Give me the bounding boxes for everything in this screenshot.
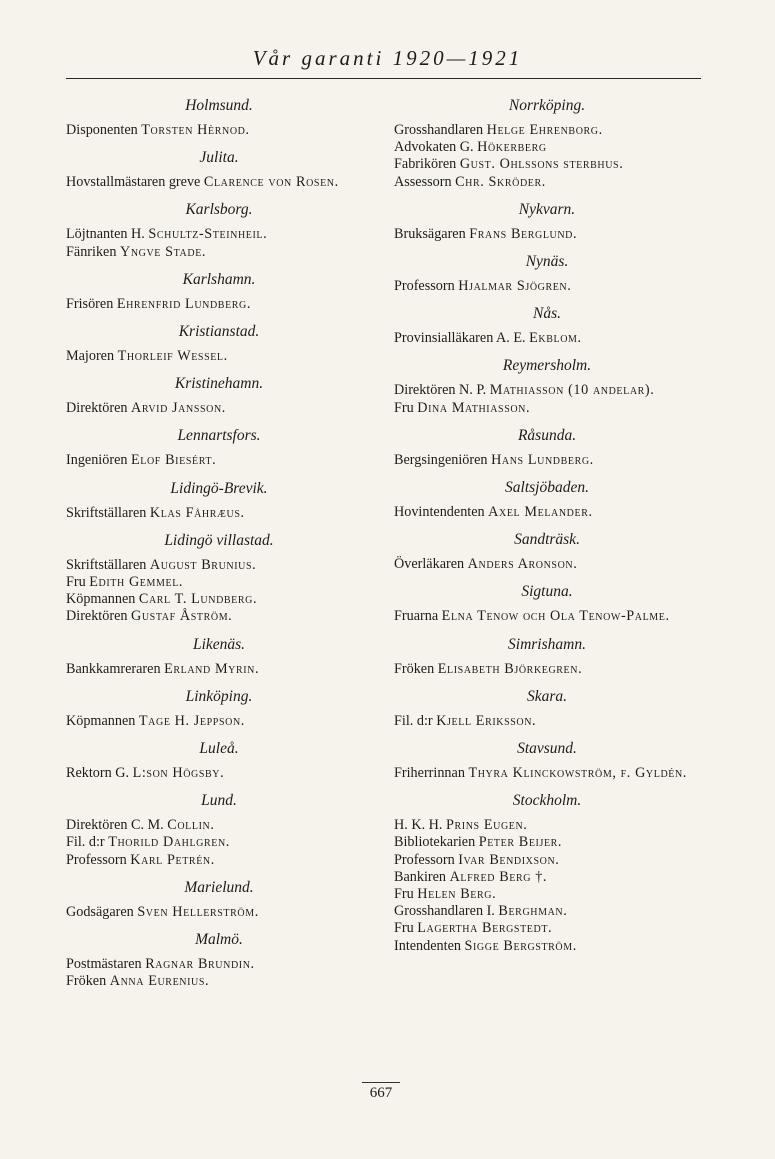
place-heading: Lennartsfors. [177,427,261,445]
list-entry [394,713,700,730]
entry-name: Peter Beijer. [478,834,563,851]
place-section [394,635,700,678]
entry-name: Collin. [167,817,215,834]
list-entry [394,452,700,469]
place-section [66,635,372,678]
entry-name: Clarence von Rosen. [203,174,339,191]
place-heading: Lidingö villastad. [164,531,274,549]
place-section [394,426,700,469]
entry-name: Elof Biesért. [131,452,217,469]
place-heading: Holmsund. [185,97,253,114]
place-heading: Kristinehamn. [174,375,264,393]
place-section [394,530,700,573]
list-entry [66,817,372,834]
place-section [394,791,700,955]
entry-name: Berghman. [498,903,568,920]
entry-name: Yngve Stade. [119,243,207,260]
list-entry [394,661,700,678]
entry-title: Skriftställaren [66,556,147,573]
entry-title: Köpmannen [66,712,136,729]
place-heading: Likenäs. [192,635,246,653]
entry-title: Bergsingeniören [394,451,488,468]
entry-name: Axel Melander. [488,504,593,521]
entry-title: Bruksägaren [394,225,466,242]
place-section [66,148,372,191]
entry-title: Fruarna [394,608,439,625]
place-section [394,96,700,191]
list-entry [66,226,372,243]
entry-title: Professorn [394,278,455,295]
place-heading: Sigtuna. [521,583,573,601]
list-entry [66,904,372,921]
place-section [66,739,372,782]
place-section [394,582,700,625]
entry-name: Dina Mathiasson. [417,399,531,416]
place-heading: Julita. [199,149,239,167]
entry-title: Godsägaren [66,903,134,920]
list-entry [66,973,372,990]
entry-title: Rektorn G. [66,765,130,782]
entry-name: Gust. Ohlssons sterbhus. [459,156,624,173]
entry-name: Tage H. Jeppson. [138,712,245,729]
place-section [394,252,700,295]
entry-title: Köpmannen [66,591,136,608]
entry-name: Carl T. Lundberg. [138,591,258,608]
entry-title: Fru [66,574,86,591]
list-entry [66,608,372,625]
list-entry [394,226,700,243]
list-entry [66,505,372,522]
entry-title: Intendenten [394,937,461,954]
entry-name: August Brunius. [149,556,257,573]
list-entry [394,556,700,573]
entry-name: Ehrenfrid Lundberg. [116,295,252,312]
entry-title: Bankiren [394,868,447,885]
entry-title: Ingeniören [66,452,128,469]
right-column [394,96,700,964]
place-heading: Skara. [526,687,568,705]
place-section [66,531,372,626]
entry-title: Direktören N. P. [394,382,487,399]
list-entry [394,920,700,937]
entry-name: Hjalmar Sjögren. [458,278,572,295]
place-section [66,96,372,139]
entry-name: Thyra Klinckowström, f. Gyldén. [468,765,687,782]
entry-title: Bankkamreraren [66,660,161,677]
entry-title: Fru [394,920,414,937]
entry-title: Professorn [66,851,127,868]
place-section [394,200,700,243]
place-section [394,687,700,730]
entry-name: Sigge Bergström. [464,937,577,954]
place-section [66,270,372,313]
place-heading: Sandträsk. [514,531,580,549]
entry-name: L:son Högsby. [132,765,225,782]
entry-title: Överläkaren [394,556,465,573]
list-entry [66,834,372,851]
entry-title: Assessorn [394,173,452,190]
place-section [66,878,372,921]
list-entry [394,886,700,903]
list-entry [66,591,372,608]
list-entry [394,139,700,156]
entry-name: Prins Eugen. [446,817,528,834]
list-entry [66,713,372,730]
entry-title: H. K. H. [394,817,443,834]
entry-name: Chr. Skröder. [455,173,546,190]
list-entry [394,174,700,191]
place-section [66,930,372,990]
entry-name: Helge Ehrenborg. [486,122,603,138]
entry-title: Postmästaren [66,956,142,973]
entry-title: Fil. d:r [66,834,105,851]
list-entry [394,765,700,782]
place-heading: Malmö. [195,931,243,949]
place-section [394,356,700,416]
place-heading: Nynäs. [525,253,569,271]
list-entry [394,330,700,347]
place-heading: Nås. [533,305,561,323]
entry-title: Frisören [66,295,114,312]
entry-name: Alfred Berg †. [449,868,548,885]
entry-title: Friherrinnan [394,765,465,782]
entry-name: Ivar Bendixson. [458,851,560,868]
entry-title: Direktören C. M. [66,817,164,834]
entry-name: Hökerberg [477,139,547,156]
page-number: 667 [362,1082,400,1102]
place-heading: Karlsborg. [185,201,253,219]
entry-title: Grosshandlaren [394,122,484,138]
list-entry [394,122,700,139]
place-section [66,200,372,260]
entry-name: Elna Tenow och Ola Tenow-Palme. [441,608,670,625]
list-entry [66,661,372,678]
entry-title: Direktören [66,400,128,417]
entry-name: Anna Eurenius. [109,973,210,990]
entry-title: Bibliotekarien [394,834,476,851]
entry-name: Frans Berglund. [469,225,578,242]
list-entry [394,504,700,521]
list-entry [394,278,700,295]
list-entry [394,817,700,834]
entry-title: Direktören [66,608,128,625]
list-entry [394,382,700,399]
entry-name: Karl Petrén. [130,851,215,868]
entry-name: Schultz-Steinheil. [148,226,268,243]
entry-title: Skriftställaren [66,504,147,521]
entry-title: Hovintendenten [394,504,485,521]
place-section [66,374,372,417]
place-section [66,687,372,730]
place-heading: Kristianstad. [178,323,260,341]
entry-title: Fil. d:r [394,712,433,729]
place-heading: Reymersholm. [502,357,592,375]
list-entry [66,574,372,591]
list-entry [394,834,700,851]
list-entry [394,400,700,417]
entry-name: Helen Berg. [417,886,497,903]
entry-name: Elisabeth Björkegren. [437,660,583,677]
entry-name: Ragnar Brundin. [145,956,255,973]
place-heading: Nykvarn. [518,200,576,218]
entry-title: Fänriken [66,243,117,260]
list-entry [394,852,700,869]
place-section [66,791,372,869]
list-entry [66,557,372,574]
place-heading: Marielund. [184,878,254,896]
entry-name: Ekblom. [529,330,582,347]
place-section [394,304,700,347]
place-heading: Saltsjöbaden. [505,479,589,497]
list-entry [394,608,700,625]
entry-name: Lagertha Bergstedt. [417,920,553,937]
entry-title: Fröken [66,973,107,990]
list-entry [66,400,372,417]
list-entry [394,869,700,886]
list-entry [394,938,700,955]
entry-title: Fru [394,886,414,903]
entry-title: Provinsialläkaren A. E. [394,330,526,347]
place-heading: Luleå. [199,740,239,758]
place-heading: Norrköping. [508,97,586,114]
place-heading: Lund. [201,792,237,810]
list-entry [66,956,372,973]
place-heading: Stockholm. [512,792,582,810]
list-entry [394,903,700,920]
entry-name: Torsten Hèrnod. [141,122,250,138]
entry-name: Thorild Dahlgren. [108,834,230,851]
entry-title: Fabrikören [394,156,457,173]
entry-name: Kjell Eriksson. [436,712,537,729]
place-section [66,479,372,522]
list-entry [66,452,372,469]
entry-title: Disponenten [66,122,138,138]
left-column [66,96,372,999]
place-heading: Lidingö-Brevik. [170,479,268,497]
entry-name: Edith Gemmel. [89,574,184,591]
entry-name: Hans Lundberg. [491,451,594,468]
entry-title: Advokaten G. [394,139,474,156]
entry-name: Mathiasson (10 andelar). [489,382,655,399]
header-rule [66,78,701,79]
place-heading: Karlshamn. [182,270,256,288]
list-entry [66,765,372,782]
entry-title: Löjtnanten H. [66,226,145,243]
place-section [394,478,700,521]
entry-title: Fröken [394,660,435,677]
entry-name: Gustaf Åström. [131,608,233,625]
place-section [66,426,372,469]
entry-name: Anders Aronson. [467,556,578,573]
place-heading: Simrishamn. [508,635,586,653]
list-entry [66,852,372,869]
list-entry [66,174,372,191]
place-heading: Råsunda. [517,426,577,444]
entry-name: Erland Myrin. [164,660,260,677]
place-section [66,322,372,365]
list-entry [66,122,372,139]
entry-name: Thorleif Wessel. [117,348,228,365]
place-heading: Linköping. [185,687,253,705]
place-heading: Stavsund. [517,740,577,758]
entry-title: Grosshandlaren I. [394,903,495,920]
entry-name: Klas Fåhræus. [149,504,245,521]
entry-name: Arvid Jansson. [131,400,226,417]
entry-title: Majoren [66,348,115,365]
entry-name: Sven Hellerström. [137,903,259,920]
entry-title: Professorn [394,851,455,868]
entry-title: Hovstallmästaren greve [66,174,201,191]
list-entry [66,244,372,261]
list-entry [66,296,372,313]
entry-title: Fru [394,399,414,416]
running-header: Vår garanti 1920—1921 [252,46,523,70]
list-entry [66,348,372,365]
place-section [394,739,700,782]
list-entry [394,156,700,173]
